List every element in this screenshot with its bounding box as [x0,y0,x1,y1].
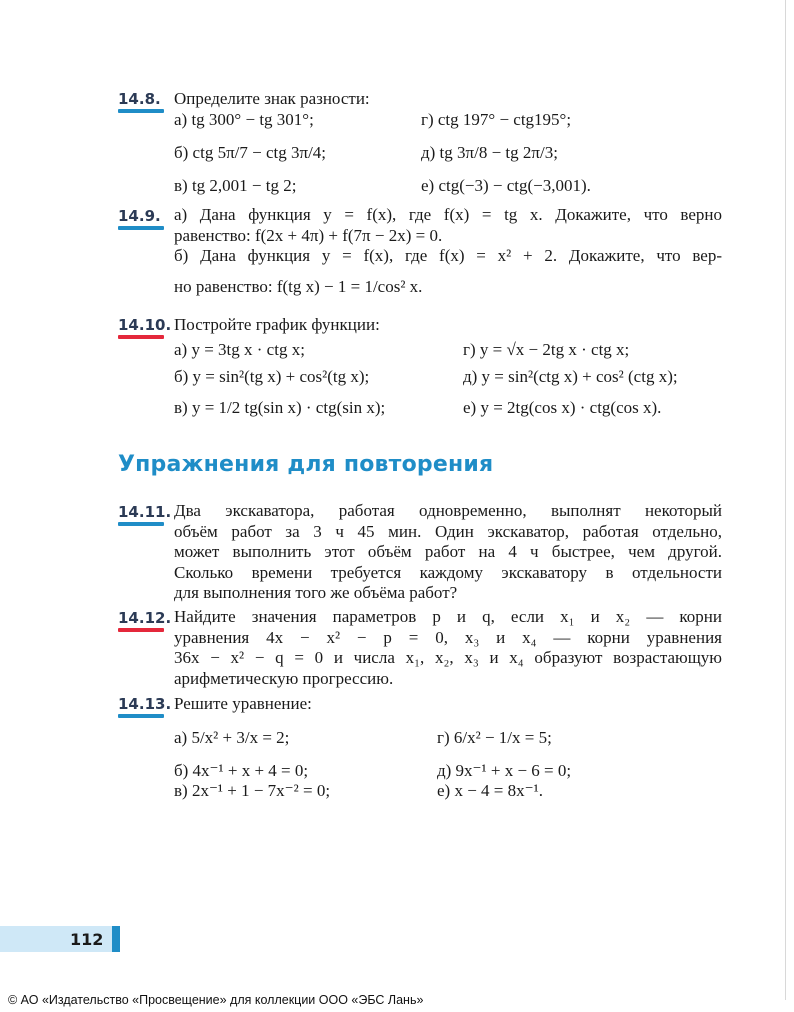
text-line: Два экскаватора, работая одновременно, выполнят некоторый [174,501,722,520]
copyright-footer: © АО «Издательство «Просвещение» для коллекции ООО «ЭБС Лань» [8,993,424,1007]
item-v: в) 2x⁻¹ + 1 − 7x⁻² = 0; [174,781,331,800]
item-a: а) 5/x² + 3/x = 2; [174,728,290,747]
problem-number: 14.8. [118,90,161,108]
item-v: в) tg 2,001 − tg 2; [174,176,297,195]
item-d: д) y = sin²(ctg x) + cos² (ctg x); [463,367,678,386]
item-b: б) 4x⁻¹ + x + 4 = 0; [174,761,309,780]
problem-number: 14.12. [118,609,171,627]
text-line: арифметическую прогрессию. [174,668,394,688]
item-e: е) ctg(−3) − ctg(−3,001). [421,176,591,195]
text-line: уравнения 4x − x² − p = 0, x₃ и x₄ — корни уравнения [174,627,722,647]
problem-text [174,501,722,604]
problem-number: 14.11. [118,503,171,521]
section-heading: Упражнения для повторения [118,452,494,477]
text-line: объём работ за 3 ч 45 мин. Один экскаватор, работая отдельно, [174,521,722,541]
text-line: но равенство: f(tg x) − 1 = 1/cos² x. [174,276,423,296]
number-underline [118,628,164,632]
page-tab-accent [112,926,120,952]
item-v: в) y = 1/2 tg(sin x) · ctg(sin x); [174,398,386,417]
number-underline [118,109,164,113]
item-b: б) y = sin²(tg x) + cos²(tg x); [174,367,370,386]
item-b: б) ctg 5π/7 − ctg 3π/4; [174,143,327,162]
problem-text [174,205,722,297]
number-underline [118,714,164,718]
number-underline [118,335,164,339]
item-g: г) 6/x² − 1/x = 5; [437,728,552,747]
item-e: е) x − 4 = 8x⁻¹. [437,781,543,800]
number-underline [118,226,164,230]
text-line: б) Дана функция y = f(x), где f(x) = x² + 2. Докажите, что вер- [174,246,722,265]
problem-title: Решите уравнение: [174,694,312,713]
problem-number: 14.9. [118,207,161,225]
text-line: а) Дана функция y = f(x), где f(x) = tg x. Докажите, что верно [174,205,722,224]
item-g: г) ctg 197° − ctg195°; [421,110,572,129]
text-line: может выполнить этот объём работ на 4 ч быстрее, чем другой. [174,542,722,561]
page-number: 112 [70,930,104,949]
problem-title: Определите знак разности: [174,89,370,108]
item-a: а) y = 3tg x · ctg x; [174,340,305,359]
number-underline [118,522,164,526]
problem-text [174,607,722,689]
text-line: 36x − x² − q = 0 и числа x₁, x₂, x₃ и x₄ образуют возрастающую [174,648,722,667]
item-a: а) tg 300° − tg 301°; [174,110,314,129]
text-line: равенство: f(2x + 4π) + f(7π − 2x) = 0. [174,225,443,245]
problem-title: Постройте график функции: [174,315,380,334]
page-edge [785,0,786,1000]
text-line: Сколько времени требуется каждому экскаватору в отдельности [174,562,722,582]
problem-number: 14.10. [118,316,171,334]
item-e: е) y = 2tg(cos x) · ctg(cos x). [463,398,662,417]
item-d: д) 9x⁻¹ + x − 6 = 0; [437,761,572,780]
item-d: д) tg 3π/8 − tg 2π/3; [421,143,558,162]
text-line: Найдите значения параметров p и q, если x₁ и x₂ — корни [174,607,722,626]
problem-number: 14.13. [118,695,171,713]
text-line: для выполнения того же объёма работ? [174,583,458,602]
item-g: г) y = √x − 2tg x · ctg x; [463,340,630,359]
